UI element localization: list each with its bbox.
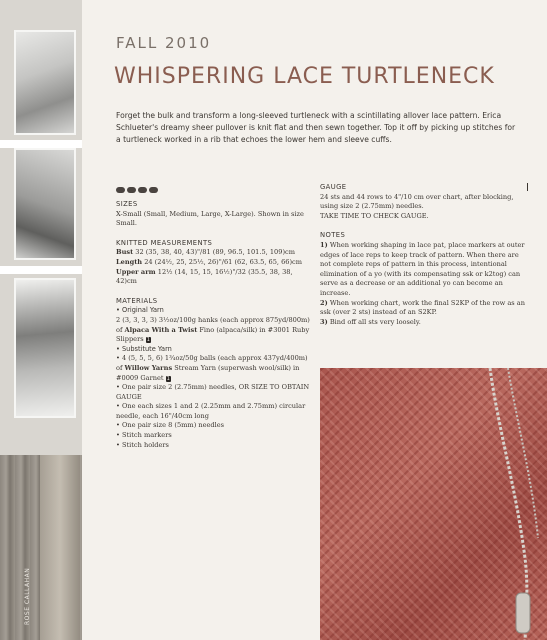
right-column — [320, 183, 528, 327]
length-label: Length — [116, 257, 143, 266]
upperarm-label: Upper arm — [116, 267, 156, 276]
original-yarn-amount: 2 (3, 3, 3, 3) 3½oz/100g hanks (each approx 875yd/800m) of — [116, 315, 310, 334]
window-pane-bottom — [14, 278, 76, 418]
left-column — [116, 200, 312, 450]
original-yarn-brand: Alpaca With a Twist — [124, 325, 198, 334]
photo-credit: ROSE CALLAHAN — [24, 567, 31, 625]
page-title: WHISPERING LACE TURTLENECK — [114, 64, 495, 89]
materials-item: • One pair size 2 (2.75mm) needles, OR SIZE TO OBTAIN GAUGE — [116, 383, 312, 402]
note-3-number: 3) — [320, 317, 328, 326]
note-2 — [320, 299, 528, 318]
materials-item: • Stitch holders — [116, 441, 312, 451]
substitute-yarn-amount: 4 (5, 5, 5, 6) 1¾oz/50g balls (each approx 437yd/400m) of — [116, 354, 308, 372]
difficulty-dot — [138, 187, 147, 193]
window-frame — [0, 140, 82, 148]
gauge-text: 24 sts and 44 rows to 4"/10 cm over chart, after blocking, using size 2 (2.75mm) needles. — [320, 192, 514, 211]
note-3-text: Bind off all sts very loosely. — [329, 317, 421, 326]
substitute-yarn-desc: Stream Yarn (superwash wool/silk) in #0009 Garnet — [116, 363, 300, 382]
bust-value: 32 (35, 38, 40, 43)"/81 (89, 96.5, 101.5, 109)cm — [135, 248, 295, 257]
sizes-heading: SIZES — [116, 200, 138, 208]
difficulty-indicator-icon — [116, 187, 158, 193]
materials-item: • One pair size 8 (5mm) needles — [116, 421, 312, 431]
original-yarn-label: • Original Yarn — [116, 306, 312, 316]
substitute-yarn-brand: Willow Yarns — [124, 363, 173, 372]
difficulty-dot — [127, 187, 136, 193]
gauge-check: TAKE TIME TO CHECK GAUGE. — [320, 211, 429, 220]
length-measurement — [116, 258, 312, 268]
upperarm-measurement — [116, 268, 312, 287]
upperarm-value: 12½ (14, 15, 15, 16½)"/32 (35.5, 38, 38, 42)cm — [116, 267, 293, 286]
note-2-number: 2) — [320, 298, 328, 307]
note-1-number: 1) — [320, 240, 328, 249]
materials-heading: MATERIALS — [116, 296, 158, 305]
note-1-text: When working shaping in lace pat, place markers at outer edges of lace reps to keep track of pattern. When there are not complete reps of pattern in this process, intentional elimination of a yo (with its compensating ssk or k2tog) can serve as a decrease or an additional yo can become an increase. — [320, 240, 525, 297]
window-pane-middle — [14, 148, 76, 260]
difficulty-dot — [116, 187, 125, 193]
window-photo — [0, 0, 82, 640]
gauge-heading: GAUGE — [320, 183, 347, 191]
wood-post — [40, 455, 80, 640]
substitute-yarn-text — [116, 354, 312, 383]
bust-label: Bust — [116, 248, 134, 257]
original-yarn-text — [116, 316, 312, 345]
season-label: FALL 2010 — [116, 34, 212, 52]
original-yarn-desc: Fino (alpaca/silk) in #3001 Ruby Slippers — [116, 325, 310, 344]
materials-item: • Stitch markers — [116, 431, 312, 441]
notes-heading: NOTES — [320, 231, 346, 240]
materials-item: • One each sizes 1 and 2 (2.25mm and 2.75mm) circular needle, each 16"/40cm long — [116, 402, 312, 421]
measurements-heading: KNITTED MEASUREMENTS — [116, 238, 213, 247]
window-pane-top — [14, 30, 76, 135]
window-frame — [0, 266, 82, 274]
length-value: 24 (24½, 25, 25½, 26)"/61 (62, 63.5, 65, 66)cm — [144, 257, 302, 266]
intro-paragraph: Forget the bulk and transform a long-sleeved turtleneck with a scintillating allover lace pattern. Erica Schlueter's dreamy sheer pullover is knit flat and then sewn together. Top it off by picking up stitches for a turtleneck worked in a rib that echoes the lower hem and sleeve cuffs. — [116, 111, 516, 144]
yarn-weight-badge-icon: 1 — [146, 337, 150, 344]
necklace-chain-icon — [320, 368, 547, 640]
substitute-yarn-label: • Substitute Yarn — [116, 345, 312, 355]
note-2-text: When working chart, work the final S2KP of the row as an ssk (over 2 sts) instead of an S2KP. — [320, 298, 525, 317]
yarn-weight-badge-icon: 1 — [166, 375, 170, 382]
note-1 — [320, 241, 528, 299]
bust-measurement — [116, 248, 312, 258]
lace-detail-photo — [320, 368, 547, 640]
difficulty-dot — [149, 187, 158, 193]
note-3 — [320, 318, 528, 328]
sizes-text: X-Small (Small, Medium, Large, X-Large). Shown in size Small. — [116, 209, 304, 228]
